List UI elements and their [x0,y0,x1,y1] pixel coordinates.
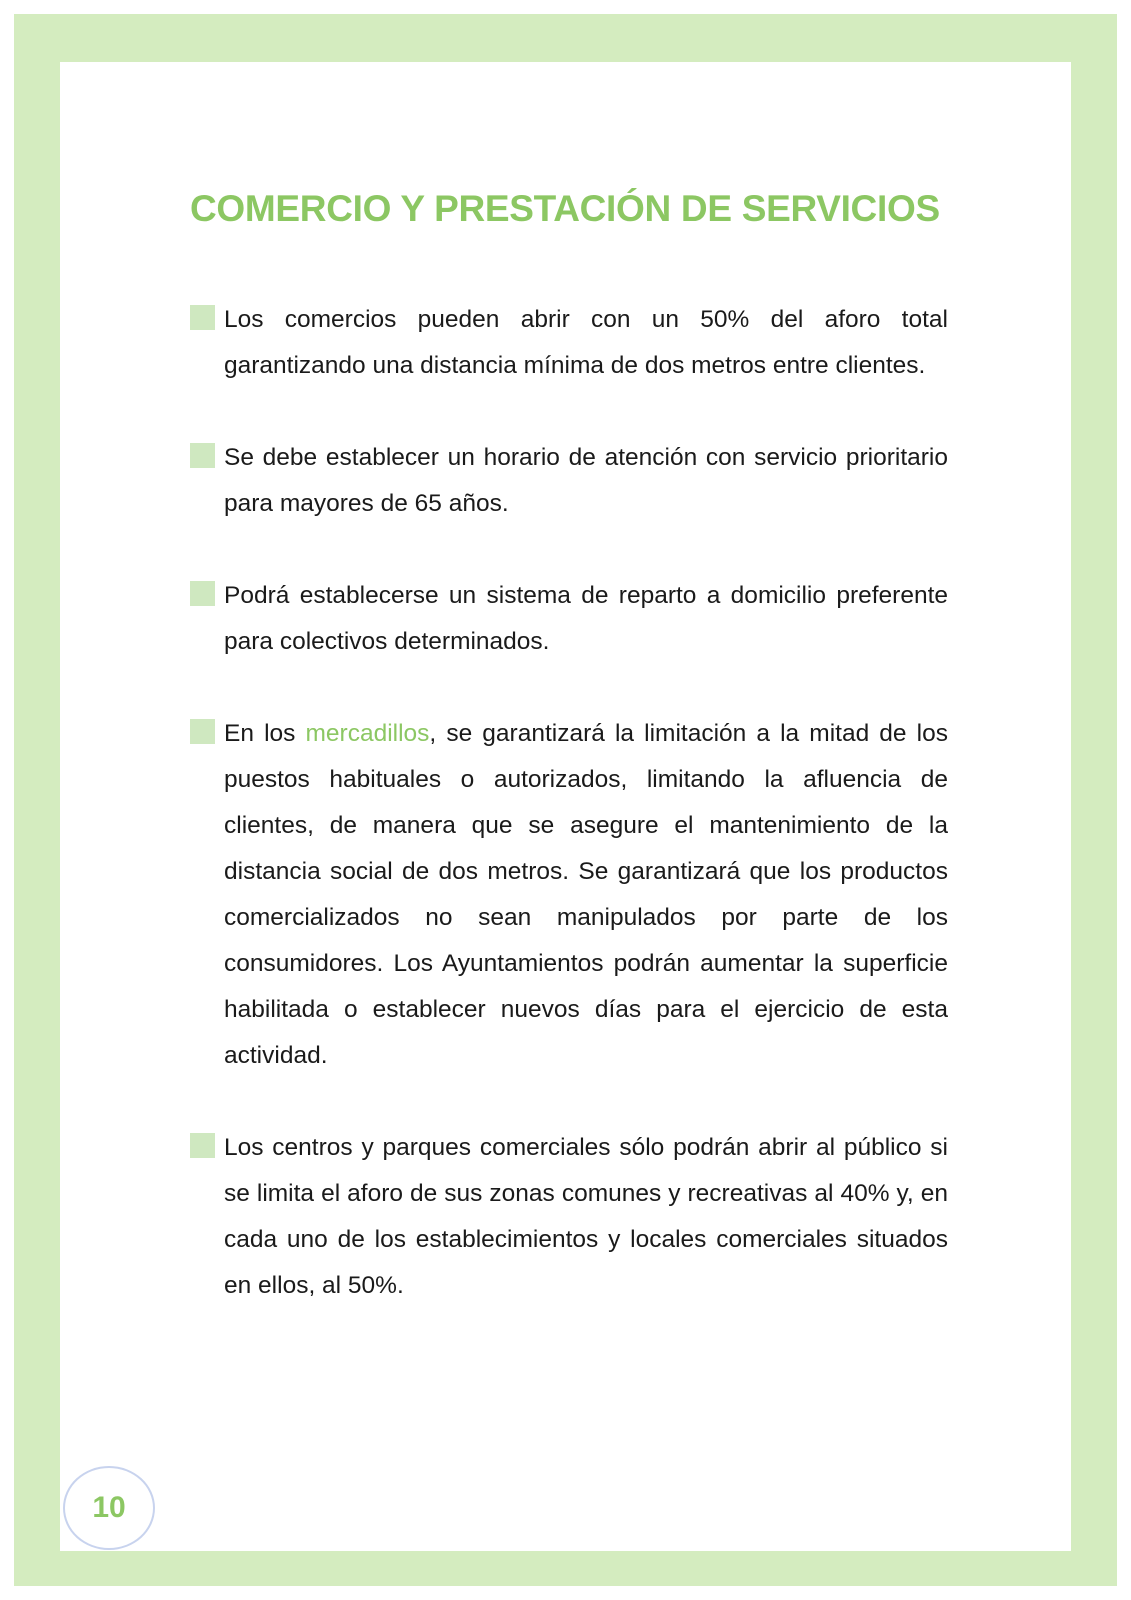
bullet-text-before: En los [224,720,306,747]
bullet-list [190,297,948,1355]
page-number-badge [63,1466,155,1550]
bullet-square-icon [190,305,215,330]
bullet-item-horario-prioritario [190,435,948,527]
bullet-text: Los centros y parques comerciales sólo podrán abrir al público si se limita el aforo de sus zonas comunes y recreativas al 40% y, en cada uno de los establecimientos y locales comerciales situados en ellos, al 50%. [224,1134,948,1299]
bullet-square-icon [190,581,215,606]
bullet-item-reparto-domicilio [190,573,948,665]
bullet-item-centros-comerciales [190,1125,948,1309]
bullet-text-after: , se garantizará la limitación a la mitad de los puestos habituales o autorizados, limitando la afluencia de clientes, de manera que se asegure el mantenimiento de la distancia social de dos metros. Se garantizará que los productos comercializados no sean manipulados por parte de los consumidores. Los Ayuntamientos podrán aumentar la superficie habilitada o establecer nuevos días para el ejercicio de esta actividad. [224,720,948,1069]
bullet-item-aforo-comercios [190,297,948,389]
bullet-text: Podrá establecerse un sistema de reparto a domicilio preferente para colectivos determinados. [224,582,948,655]
bullet-square-icon [190,719,215,744]
bullet-square-icon [190,443,215,468]
highlighted-term-mercadillos: mercadillos [305,720,430,747]
bullet-text: Los comercios pueden abrir con un 50% del aforo total garantizando una distancia mínima de dos metros entre clientes. [224,306,948,379]
bullet-text: Se debe establecer un horario de atención con servicio prioritario para mayores de 65 años. [224,444,948,517]
bullet-item-mercadillos [190,711,948,1079]
page-title: COMERCIO Y PRESTACIÓN DE SERVICIOS [190,188,940,229]
bullet-square-icon [190,1133,215,1158]
page-number: 10 [92,1491,126,1524]
